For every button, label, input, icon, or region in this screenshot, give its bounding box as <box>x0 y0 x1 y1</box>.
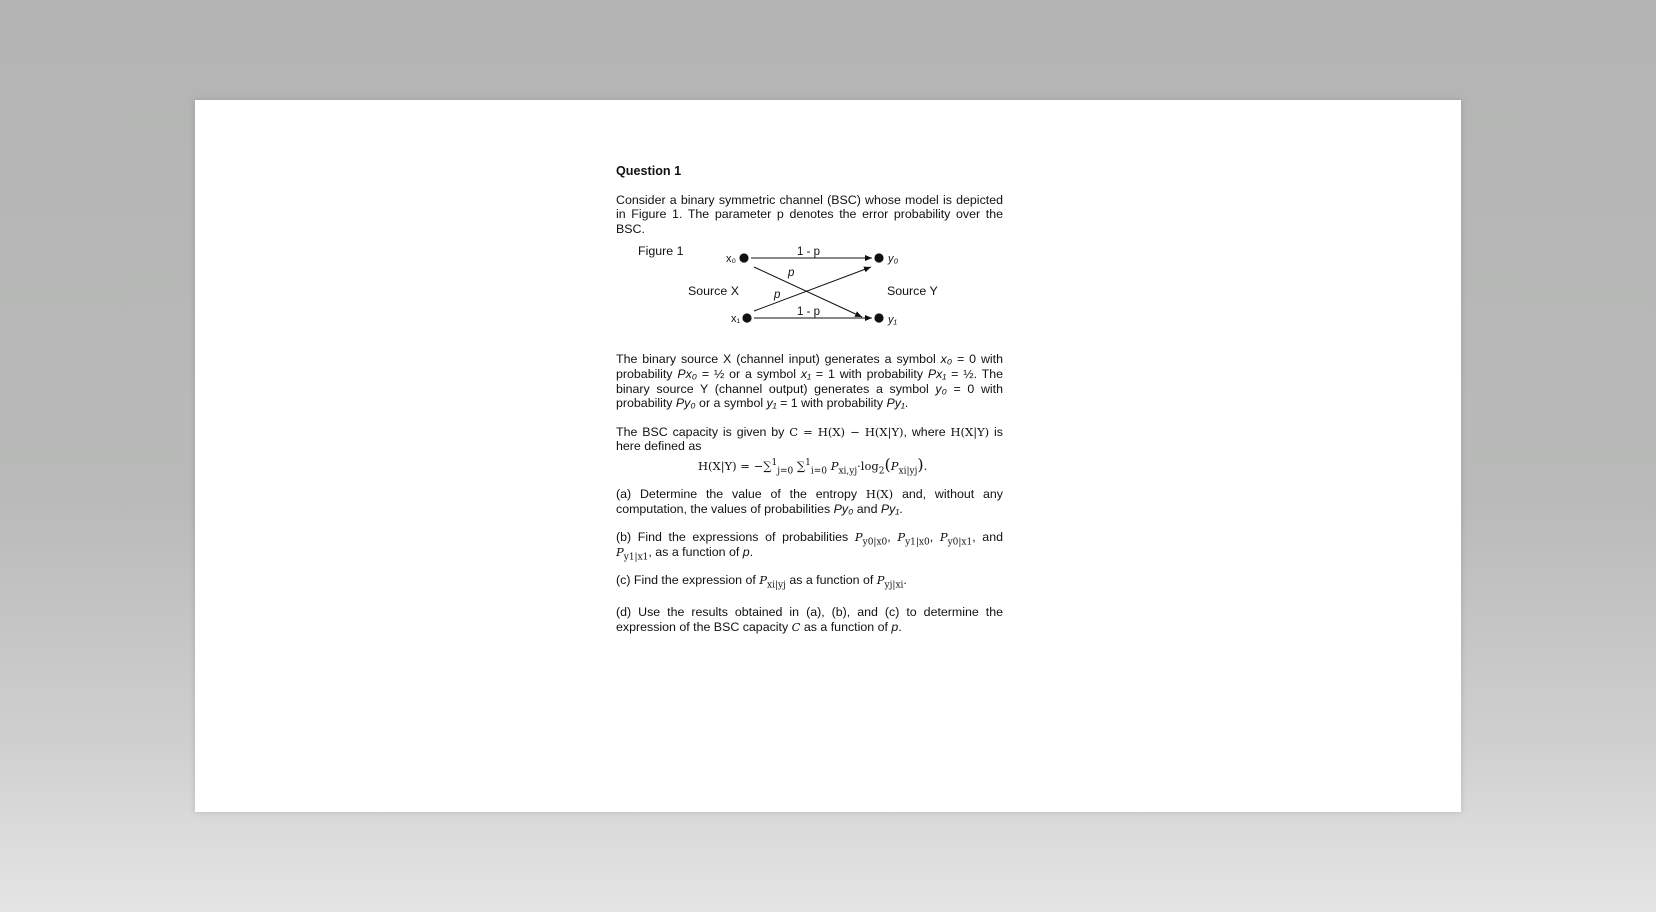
document-page <box>195 100 1461 812</box>
text: = 1 with probability <box>776 396 887 411</box>
symbol-x1: x₁ <box>800 366 811 381</box>
prob-subscript: xi|yj <box>767 580 786 591</box>
text: , <box>929 530 940 545</box>
prob-subscript: yj|xi <box>884 580 904 591</box>
part-a <box>616 487 1003 516</box>
part-c <box>616 573 1003 591</box>
param-p: p <box>742 544 750 559</box>
text: . <box>749 544 754 559</box>
label-cross-down: p <box>788 267 795 280</box>
intro-paragraph: Consider a binary symmetric channel (BSC) whose model is depicted in Figure 1. The parameter p denotes the error probability over the BSC. <box>616 192 1003 236</box>
label-x1: x₁ <box>731 313 741 326</box>
text: . <box>904 396 909 411</box>
capacity-formula: C = H(X) − H(X|Y) <box>789 424 904 439</box>
prob-px0: Px₀ <box>677 366 698 381</box>
prob-symbol: P <box>897 530 906 545</box>
bsc-diagram <box>616 242 1003 338</box>
text: . <box>898 619 902 634</box>
prob-subscript: y0|x1 <box>947 537 973 548</box>
text: , and <box>972 530 1003 545</box>
prob-subscript: y0|x0 <box>862 537 888 548</box>
text: (c) Find the expression of <box>616 573 760 588</box>
prob-py1: Py₁ <box>880 501 900 516</box>
text: = 0 with probability <box>616 352 1003 381</box>
text: = ½ or a symbol <box>697 366 801 381</box>
symbol-y1: y₁ <box>766 396 777 411</box>
prob-symbol: P <box>939 530 948 545</box>
prob-symbol: P <box>854 530 863 545</box>
prob-symbol: P <box>890 458 899 473</box>
prob-symbol: P <box>616 544 624 559</box>
text: , <box>887 530 898 545</box>
conditional-entropy-equation: H(X|Y) = −∑$^1_{j=0}$ ∑$^1_{i=0}$ $P_{xi,yj}\cdot\log_2(P_{xi|yj})$. <box>698 454 928 477</box>
text: = ½. The binary source Y (channel output) generates a symbol <box>616 366 1004 396</box>
prob-subscript: xi|yj <box>898 466 918 477</box>
text: and <box>853 501 881 516</box>
node-y1 <box>874 314 883 323</box>
prob-px1: Px₁ <box>927 366 947 381</box>
prob-py0: Py₀ <box>833 501 854 516</box>
node-x1 <box>742 314 751 323</box>
label-cross-up: p <box>774 289 781 302</box>
text: is here defined as <box>616 424 1003 454</box>
prob-subscript: xi,yj <box>838 466 858 477</box>
sum-lower: i=0 <box>810 466 828 477</box>
question-content <box>616 164 1003 634</box>
edge-x1-y0 <box>754 267 871 311</box>
log-operator: ·log <box>857 458 879 473</box>
eq-end: . <box>923 458 928 473</box>
sum-upper: 1 <box>771 458 778 469</box>
text: , as a function of <box>648 544 743 559</box>
part-b <box>616 530 1003 563</box>
prob-symbol: P <box>759 573 767 588</box>
prob-symbol: P <box>876 573 885 588</box>
prob-py0: Py₀ <box>675 396 696 411</box>
label-bottom-edge: 1 - p <box>797 306 821 319</box>
source-description-paragraph <box>616 352 1003 410</box>
label-y0: y₀ <box>888 253 899 266</box>
text: = 0 with probability <box>616 381 1003 411</box>
label-y1: y₁ <box>888 314 897 327</box>
text: , where <box>903 424 951 439</box>
conditional-entropy: H(X|Y) <box>950 424 990 439</box>
bsc-figure <box>616 242 1003 338</box>
part-d <box>616 605 1003 634</box>
log-base: 2 <box>878 466 885 477</box>
text: (d) Use the results obtained in (a), (b), and (c) to determine the expression of the BSC capacity <box>616 604 1003 634</box>
text: (a) Determine the value of the entropy <box>616 486 866 501</box>
label-top-edge: 1 - p <box>797 246 821 259</box>
param-p: p <box>891 619 899 634</box>
label-x0: x₀ <box>726 253 737 266</box>
text: The binary source X (channel input) generates a symbol <box>616 352 941 367</box>
text: and, without any computation, the values of probabilities <box>616 486 1003 516</box>
text: The BSC capacity is given by <box>616 424 790 439</box>
sum-symbol: ∑ <box>763 458 772 473</box>
text: = 1 with probability <box>811 366 928 381</box>
question-title: Question 1 <box>616 164 682 178</box>
symbol-y0: y₀ <box>935 381 947 396</box>
text: as a function of <box>785 573 877 588</box>
prob-py1: Py₁ <box>886 396 905 411</box>
text: . <box>903 573 907 588</box>
text: (b) Find the expressions of probabilities <box>616 530 855 545</box>
prob-symbol: P <box>830 458 839 473</box>
prob-subscript: y1|x1 <box>623 552 649 563</box>
source-x-label: Source X <box>688 284 739 299</box>
text: as a function of <box>800 619 892 634</box>
sum-symbol: ∑ <box>796 458 806 473</box>
source-y-label: Source Y <box>887 284 938 299</box>
sum-upper: 1 <box>805 458 811 469</box>
text: or a symbol <box>695 396 767 411</box>
sum-lower: j=0 <box>777 466 794 477</box>
capacity-paragraph <box>616 425 1003 454</box>
node-y0 <box>874 254 883 263</box>
prob-subscript: y1|x0 <box>905 537 930 548</box>
capacity-c: C <box>791 619 801 634</box>
symbol-x0: x₀ <box>940 352 953 367</box>
node-x0 <box>739 254 748 263</box>
entropy-hx: H(X) <box>865 486 894 501</box>
text: . <box>899 501 903 516</box>
eq-lhs: H(X|Y) = − <box>698 458 764 473</box>
figure-label: Figure 1 <box>638 244 684 259</box>
